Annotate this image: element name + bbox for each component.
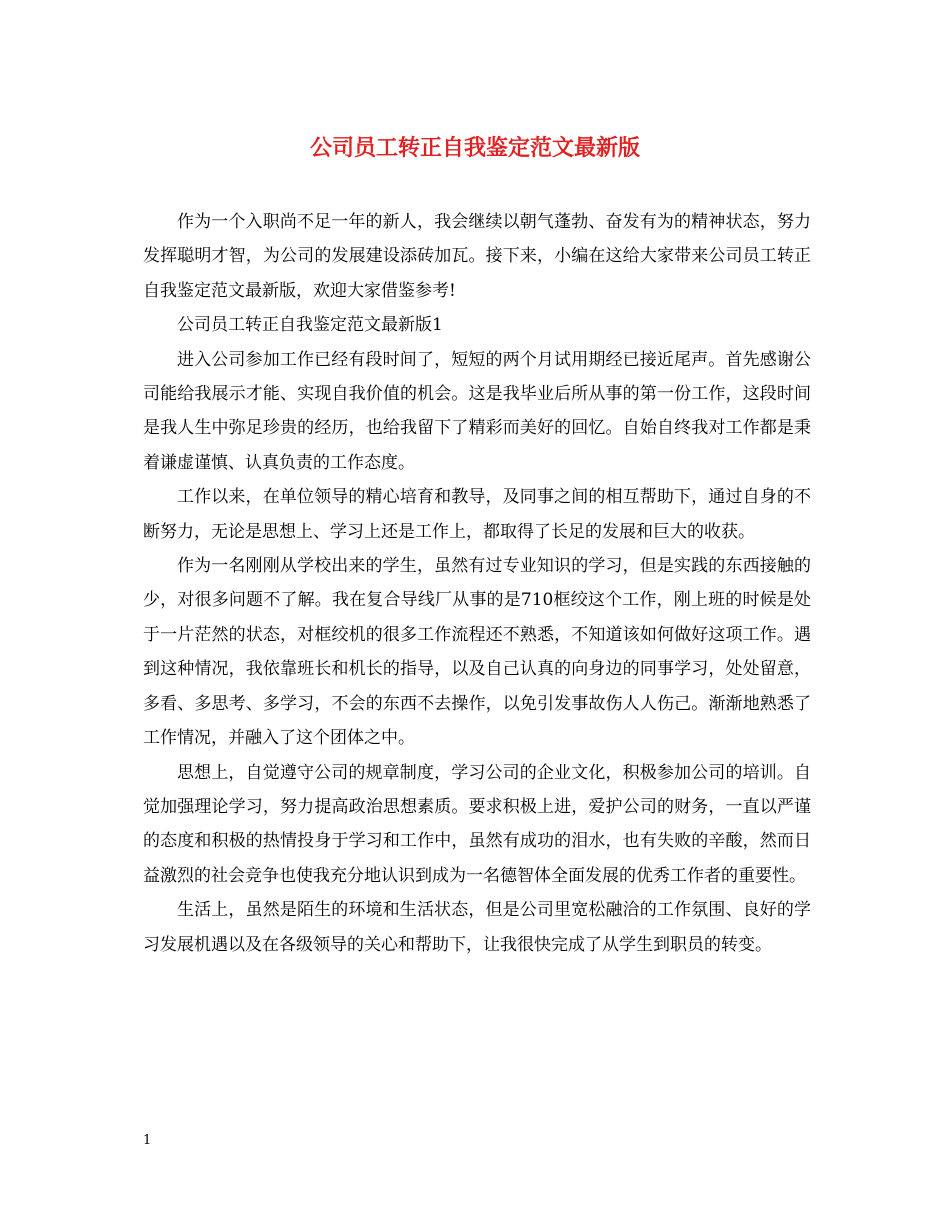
body-paragraph: 工作以来，在单位领导的精心培育和教导，及同事之间的相互帮助下，通过自身的不断努力，无论是思想上、学习上还是工作上，都取得了长足的发展和巨大的收获。 [143,487,811,542]
body-paragraph: 生活上，虽然是陌生的环境和生活状态，但是公司里宽松融洽的工作氛围、良好的学习发展机遇以及在各级领导的关心和帮助下，让我很快完成了从学生到职员的转变。 [143,900,811,955]
section-heading: 公司员工转正自我鉴定范文最新版1 [177,315,443,336]
body-paragraph: 进入公司参加工作已经有段时间了，短短的两个月试用期经已接近尾声。首先感谢公司能给我展示才能、实现自我价值的机会。这是我毕业后所从事的第一份工作，这段时间是我人生中弥足珍贵的经历，也给我留下了精彩而美好的回忆。自始自终我对工作都是秉着谦虚谨慎、认真负责的工作态度。 [143,349,811,473]
page-number: 1 [143,1133,152,1148]
document-body [143,205,811,962]
body-paragraph: 思想上，自觉遵守公司的规章制度，学习公司的企业文化，积极参加公司的培训。自觉加强理论学习，努力提高政治思想素质。要求积极上进，爱护公司的财务，一直以严谨的态度和积极的热情投身于学习和工作中，虽然有成功的泪水，也有失败的辛酸，然而日益激烈的社会竞争也使我充分地认识到成为一名德智体全面发展的优秀工作者的重要性。 [143,762,811,886]
document-title: 公司员工转正自我鉴定范文最新版 [309,135,640,161]
body-paragraph: 作为一名刚刚从学校出来的学生，虽然有过专业知识的学习，但是实践的东西接触的少，对很多问题不了解。我在复合导线厂从事的是710框绞这个工作，刚上班的时候是处于一片茫然的状态，对框绞机的很多工作流程还不熟悉，不知道该如何做好这项工作。遇到这种情况，我依靠班长和机长的指导，以及自己认真的向身边的同事学习，处处留意，多看、多思考、多学习，不会的东西不去操作，以免引发事故伤人人伤己。渐渐地熟悉了工作情况，并融入了这个团体之中。 [143,556,811,749]
intro-paragraph: 作为一个入职尚不足一年的新人，我会继续以朝气蓬勃、奋发有为的精神状态，努力发挥聪明才智，为公司的发展建设添砖加瓦。接下来，小编在这给大家带来公司员工转正自我鉴定范文最新版，欢迎大家借鉴参考! [143,212,811,301]
